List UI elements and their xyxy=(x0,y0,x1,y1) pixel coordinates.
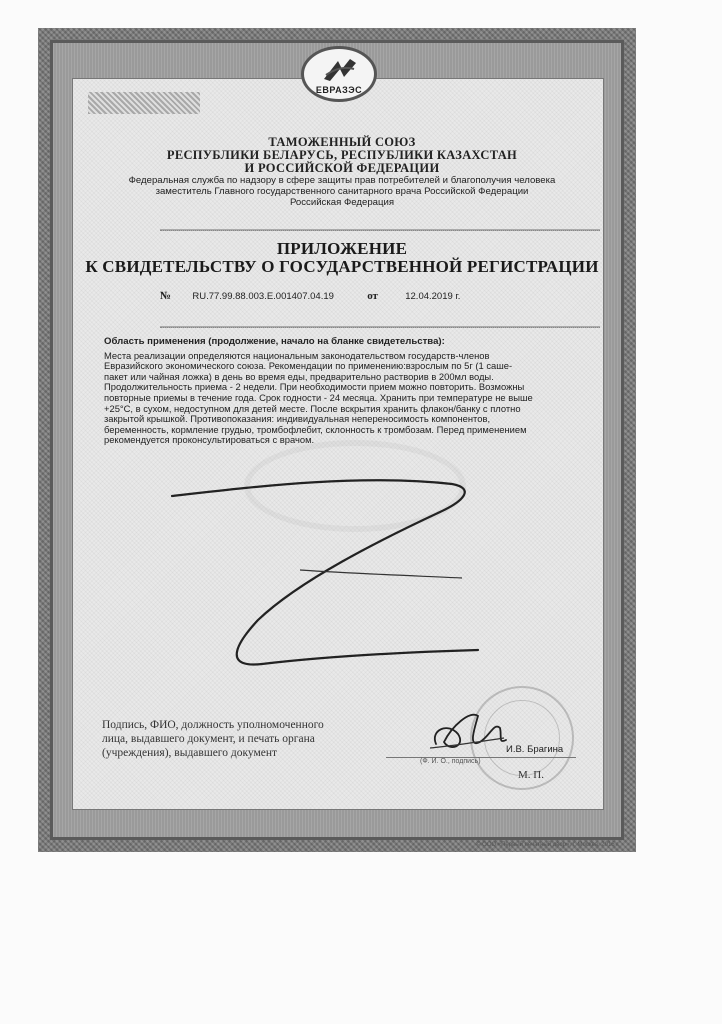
signature-label-line: Подпись, ФИО, должность уполномоченного xyxy=(102,719,324,731)
title-line-1: ПРИЛОЖЕНИЕ xyxy=(276,239,408,258)
signer-name: И.В. Брагина xyxy=(506,744,564,755)
seal-place-label: М. П. xyxy=(518,769,544,781)
body-line: Евразийского экономического союза. Рекомендации по применению:взрослым по 5г (1 саше- xyxy=(104,360,513,372)
application-heading: Область применения (продолжение, начало на бланке свидетельства): xyxy=(104,336,445,347)
body-line: Места реализации определяются национальным законодательством государств-членов xyxy=(104,349,490,361)
logo-text: ЕВРАЗЭС xyxy=(315,85,363,95)
body-line: Продолжительность приема - 2 недели. При необходимости прием можно повторить. Возможны xyxy=(104,381,525,393)
body-line: +25°С, в сухом, недоступном для детей месте. После вскрытия хранить флакон/банку с плотно xyxy=(104,402,521,414)
body-line: закрытой крышкой. Противопоказания: индивидуальная непереносимость компонентов, xyxy=(104,413,491,425)
service-line: Федеральная служба по надзору в сфере защиты прав потребителей и благополучия человека xyxy=(128,175,556,186)
body-line: рекомендуется проконсультироваться с врачом. xyxy=(104,434,315,446)
body-line: пакет или чайная ложка) в день во время еды, предварительно растворив в 200мл воды. xyxy=(104,370,494,382)
union-line: РЕСПУБЛИКИ БЕЛАРУСЬ, РЕСПУБЛИКИ КАЗАХСТАН xyxy=(166,148,518,162)
union-line: ТАМОЖЕННЫЙ СОЮЗ xyxy=(268,135,416,149)
union-line: И РОССИЙСКОЙ ФЕДЕРАЦИИ xyxy=(244,161,440,175)
registration-number: RU.77.99.88.003.E.001407.04.19 xyxy=(192,291,334,302)
number-label: № xyxy=(160,290,172,302)
body-line: повторные приемы в течение года. Срок годности - 24 месяца. Хранить при температуре не выше xyxy=(104,391,533,403)
signature-label-line: лица, выдавшего документ, и печать органа xyxy=(102,733,315,745)
registration-date: 12.04.2019 г. xyxy=(405,291,461,302)
service-line: Российская Федерация xyxy=(289,197,395,208)
fio-hint: (Ф. И. О., подпись) xyxy=(420,758,481,765)
signature-line xyxy=(386,757,576,758)
date-label: от xyxy=(367,290,378,302)
print-credit: © ООО «Первый печатный двор», г. Москва, 2016 г. xyxy=(476,842,620,848)
signature-label-line: (учреждения), выдавшего документ xyxy=(102,747,278,759)
title-line-2: К СВИДЕТЕЛЬСТВУ О ГОСУДАРСТВЕННОЙ РЕГИСТРАЦИИ xyxy=(85,257,599,276)
body-line: беременность, кормление грудью, тромбофлебит, склонность к тромбозам. Перед применением xyxy=(104,423,527,435)
service-line: заместитель Главного государственного санитарного врача Российской Федерации xyxy=(155,186,529,197)
